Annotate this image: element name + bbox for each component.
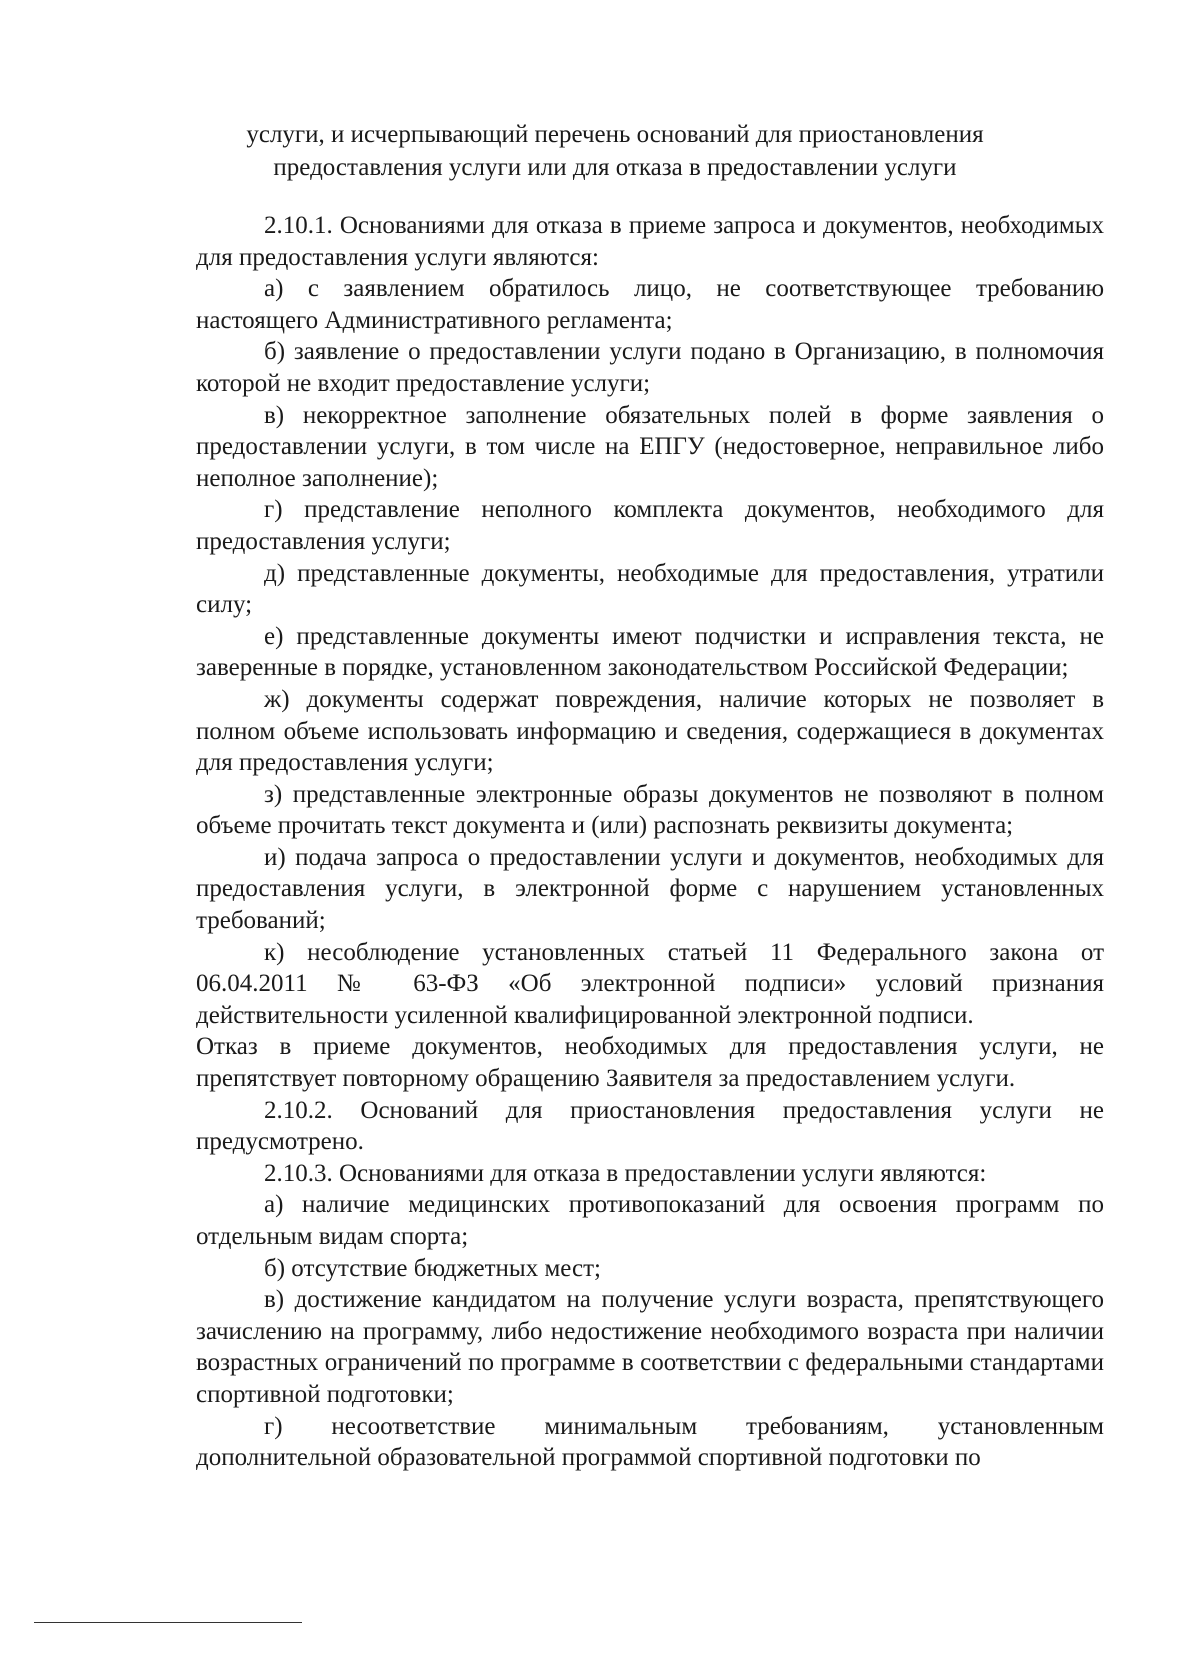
list-item-k: к) несоблюдение установленных статьей 11 Федерального закона от 06.04.2011 № 63-ФЗ «Об электронной подписи» условий признания действительности усиленной квалифицированной электронной подписи. <box>196 938 1104 1029</box>
list-item-i: и) подача запроса о предоставлении услуги и документов, необходимых для предоставления услуги, в электронной форме с нарушением установленных требований; <box>196 843 1104 935</box>
paragraph-2-10-3: 2.10.3. Основаниями для отказа в предоставлении услуги являются: <box>264 1159 987 1187</box>
refusal-item-v: в) достижение кандидатом на получение услуги возраста, препятствующего зачислению на программу, либо недостижение необходимого возраста при наличии возрастных ограничений по программе в соответствии с федеральными стандартами спортивной подготовки; <box>196 1286 1104 1408</box>
footnote-divider <box>34 1622 302 1623</box>
section-heading <box>150 118 1080 184</box>
refusal-item-a: а) наличие медицинских противопоказаний для освоения программ по отдельным видам спорта; <box>196 1191 1104 1250</box>
heading-line-2: предоставления услуги или для отказа в предоставлении услуги <box>273 154 957 181</box>
list-item-zh: ж) документы содержат повреждения, наличие которых не позволяет в полном объеме использовать информацию и сведения, содержащиеся в документах для предоставления услуги; <box>196 685 1104 777</box>
list-item-e: е) представленные документы имеют подчистки и исправления текста, не заверенные в порядке, установленном законодательством Российской Федерации; <box>196 622 1104 682</box>
list-item-a: а) с заявлением обратилось лицо, не соответствующее требованию настоящего Административного регламента; <box>196 275 1104 334</box>
paragraph-2-10-1: 2.10.1. Основаниями для отказа в приеме запроса и документов, необходимых для предоставления услуги являются: <box>196 212 1104 271</box>
list-item-b: б) заявление о предоставлении услуги подано в Организацию, в полномочия которой не входит предоставление услуги; <box>196 338 1104 397</box>
list-item-g: г) представление неполного комплекта документов, необходимого для предоставления услуги; <box>196 496 1104 555</box>
list-item-d: д) представленные документы, необходимые для предоставления, утратили силу; <box>196 559 1104 619</box>
document-body <box>196 210 1104 1474</box>
list-item-z: з) представленные электронные образы документов не позволяют в полном объеме прочитать текст документа и (или) распознать реквизиты документа; <box>196 780 1104 840</box>
refusal-item-g: г) несоответствие минимальным требованиям, установленным дополнительной образовательной программой спортивной подготовки по <box>196 1412 1104 1472</box>
refusal-note: Отказ в приеме документов, необходимых для предоставления услуги, не препятствует повторному обращению Заявителя за предоставлением услуги. <box>196 1033 1104 1093</box>
refusal-item-b: б) отсутствие бюджетных мест; <box>264 1254 601 1282</box>
list-item-v: в) некорректное заполнение обязательных полей в форме заявления о предоставлении услуги, в том числе на ЕПГУ (недостоверное, неправильное либо неполное заполнение); <box>196 401 1104 492</box>
paragraph-2-10-2: 2.10.2. Оснований для приостановления предоставления услуги не предусмотрено. <box>196 1096 1104 1156</box>
heading-line-1: услуги, и исчерпывающий перечень оснований для приостановления <box>246 121 984 148</box>
